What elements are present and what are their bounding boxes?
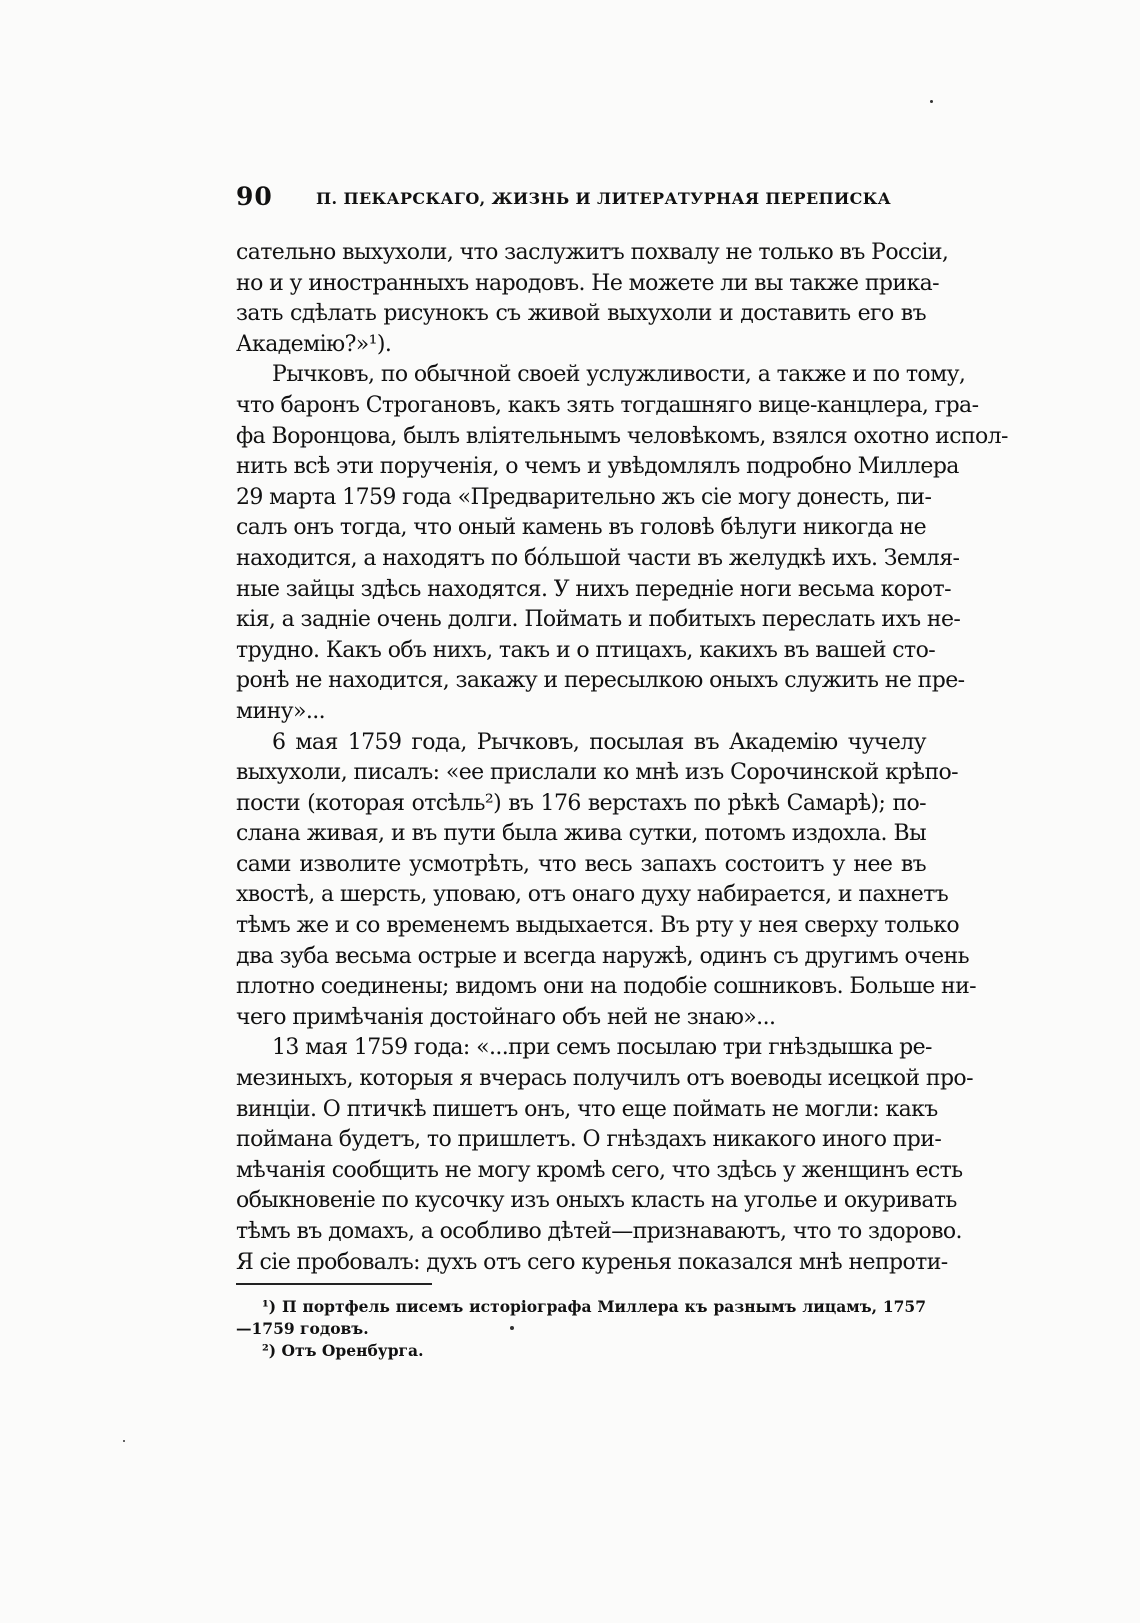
text-line: ные зайцы здѣсь находятся. У нихъ передніе ноги весьма корот- [236, 576, 951, 602]
page-number: 90 [236, 182, 273, 211]
text-line: мѣчанія сообщить не могу кромѣ сего, что здѣсь у женщинъ есть [236, 1157, 963, 1183]
body-text [236, 238, 1008, 1278]
text-line: Рычковъ, по обычной своей услужливости, а также и по тому, [272, 362, 966, 388]
text-line: мезиныхъ, которыя я вчерась получилъ отъ воеводы исецкой про- [236, 1066, 973, 1092]
footnote-line: —1759 годовъ. [236, 1319, 369, 1338]
text-line: 29 марта 1759 года «Предварительно жъ сіе могу донесть, пи- [236, 484, 932, 510]
scan-speck [123, 1440, 125, 1442]
text-line: поймана будетъ, то пришлетъ. О гнѣздахъ никакого иного при- [236, 1127, 942, 1153]
text-line: чего примѣчанія достойнаго объ ней не знаю»... [236, 1004, 776, 1030]
text-line: салъ онъ тогда, что оный камень въ головѣ бѣлуги никогда не [236, 515, 926, 541]
footnotes [236, 1296, 926, 1362]
text-line: тѣмъ же и со временемъ выдыхается. Въ рту у нея сверху только [236, 913, 960, 939]
text-line: зать сдѣлать рисунокъ съ живой выхухоли и доставить его въ [236, 301, 926, 327]
text-line: пости (которая отсѣль²) въ 176 верстахъ по рѣкѣ Самарѣ); по- [236, 790, 926, 816]
text-line: мину»... [236, 698, 326, 724]
scan-speck [930, 100, 933, 103]
text-line: винціи. О птичкѣ пишетъ онъ, что еще поймать не могли: какъ [236, 1096, 938, 1122]
text-line: плотно соединены; видомъ они на подобіе сошниковъ. Больше ни- [236, 974, 976, 1000]
text-line: Академію?»¹). [236, 331, 392, 357]
text-line: но и у иностранныхъ народовъ. Не можете ли вы также прика- [236, 270, 939, 296]
text-line: что баронъ Строгановъ, какъ зять тогдашняго вице-канцлера, гра- [236, 392, 979, 418]
text-line: кія, а задніе очень долги. Поймать и побитыхъ переслать ихъ не- [236, 607, 961, 633]
text-line: сательно выхухоли, что заслужитъ похвалу не только въ Россіи, [236, 240, 949, 265]
text-line: слана живая, и въ пути была жива сутки, потомъ издохла. Вы [236, 821, 926, 847]
text-line: фа Воронцова, былъ вліятельнымъ человѣкомъ, взялся охотно испол- [236, 423, 1008, 449]
footnote-line: ²) Отъ Оренбурга. [262, 1341, 424, 1360]
text-line: сами изволите усмотрѣть, что весь запахъ состоитъ у нее въ [236, 851, 926, 877]
running-title: П. ПЕКАРСКАГО, ЖИЗНЬ И ЛИТЕРАТУРНАЯ ПЕРЕПИСКА [316, 189, 892, 208]
text-line: два зуба весьма острые и всегда наружѣ, одинъ съ другимъ очень [236, 943, 970, 969]
text-line: находится, а находятъ по бо́льшой части въ желудкѣ ихъ. Земля- [236, 545, 960, 571]
text-line: обыкновеніе по кусочку изъ оныхъ класть на уголье и окуривать [236, 1188, 957, 1214]
text-line: 6 мая 1759 года, Рычковъ, посылая въ Академію чучелу [272, 729, 926, 755]
scan-speck [510, 1326, 514, 1330]
footnote-divider [236, 1283, 432, 1285]
text-line: 13 мая 1759 года: «...при семъ посылаю три гнѣздышка ре- [272, 1035, 932, 1061]
text-line: выхухоли, писалъ: «ее прислали ко мнѣ изъ Сорочинской крѣпо- [236, 760, 958, 786]
text-line: Я сіе пробовалъ: духъ отъ сего куренья показался мнѣ непроти- [236, 1249, 948, 1275]
text-line: ронѣ не находится, закажу и пересылкою оныхъ служить не пре- [236, 668, 965, 694]
page-header [236, 182, 936, 222]
text-line: тѣмъ въ домахъ, а особливо дѣтей—признаваютъ, что то здорово. [236, 1219, 962, 1244]
footnote-line: ¹) П портфель писемъ исторіографа Миллера къ разнымъ лицамъ, 1757 [262, 1297, 926, 1316]
text-line: нить всѣ эти порученія, о чемъ и увѣдомлялъ подробно Миллера [236, 454, 959, 480]
text-line: хвостѣ, а шерсть, уповаю, отъ онаго духу набирается, и пахнетъ [236, 882, 949, 908]
text-line: трудно. Какъ объ нихъ, такъ и о птицахъ, какихъ въ вашей сто- [236, 637, 936, 663]
